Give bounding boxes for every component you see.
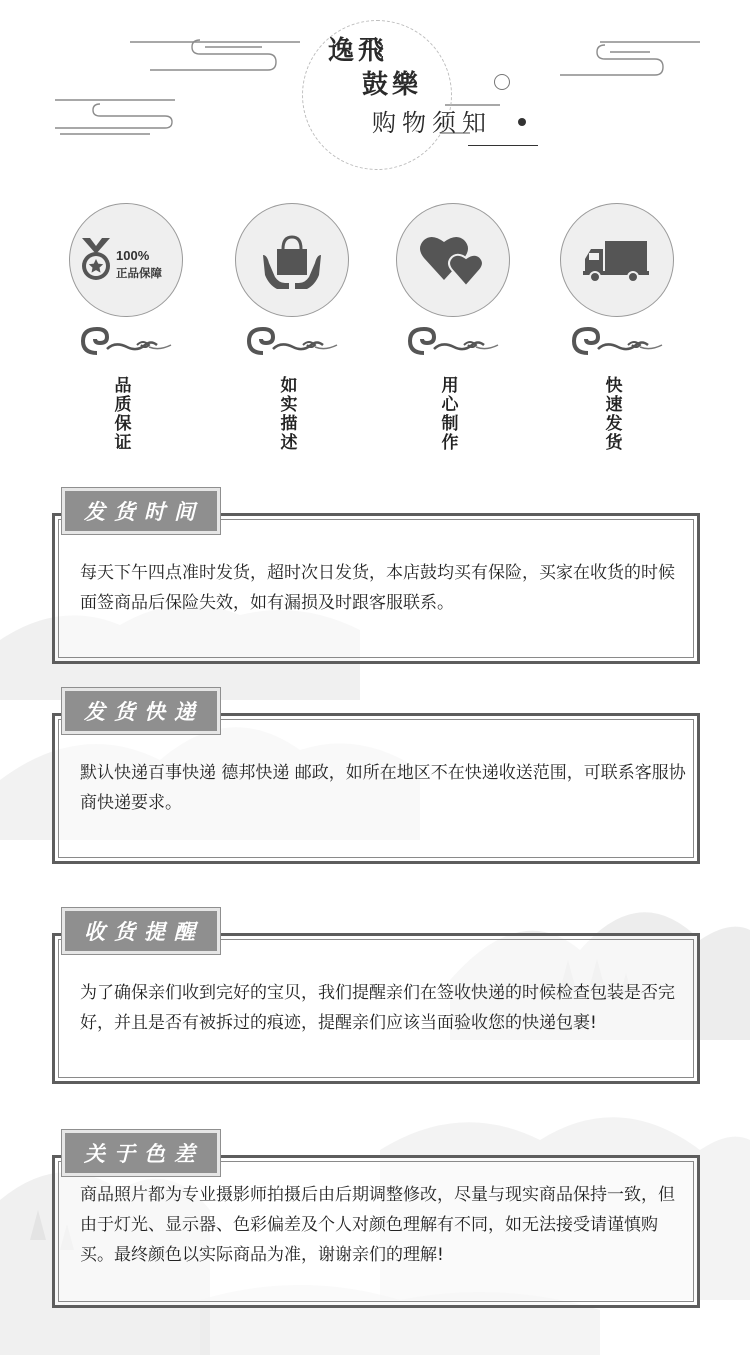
section-text: 为了确保亲们收到完好的宝贝，我们提醒亲们在签收快递的时候检查包装是否完好，并且是否有被拆过的痕迹，提醒亲们应该当面验收您的快递包裹! <box>80 983 675 1033</box>
feature-circle <box>560 203 674 317</box>
badge-number: 100% <box>116 248 150 263</box>
auspicious-cloud-icon <box>404 323 504 363</box>
page-title: 购物须知 <box>372 109 492 137</box>
hearts-icon <box>418 232 488 288</box>
auspicious-cloud-icon <box>77 323 177 363</box>
feature-fast-shipping <box>550 195 690 470</box>
shopping-bag-hands-icon <box>259 227 325 293</box>
dot-decoration <box>518 118 526 126</box>
section-title: 发货时间 <box>84 499 204 524</box>
section-shipping-time <box>52 488 700 664</box>
section-tab <box>62 908 220 954</box>
header <box>0 0 750 175</box>
section-tab <box>62 1130 220 1176</box>
brand-name-line1: 逸飛 <box>328 36 389 66</box>
feature-circle <box>396 203 510 317</box>
section-text: 商品照片都为专业摄影师拍摄后由后期调整修改，尽量与现实商品保持一致，但由于灯光、显示器、色彩偏差及个人对颜色理解有不同，如无法接受请谨慎购买。最终颜色以实际商品为准，谢谢亲们的理解! <box>80 1185 675 1265</box>
section-courier <box>52 688 700 864</box>
small-ring-decoration <box>494 74 510 90</box>
section-text: 默认快递百事快递 德邦快递 邮政，如所在地区不在快递收送范围，可联系客服协商快递要求。 <box>80 763 686 813</box>
feature-circle <box>235 203 349 317</box>
feature-handmade <box>386 195 526 470</box>
feature-label: 如实描述 <box>280 376 298 453</box>
section-title: 收货提醒 <box>84 919 204 944</box>
section-tab <box>62 488 220 534</box>
title-underline <box>468 145 538 146</box>
section-text: 每天下午四点准时发货，超时次日发货，本店鼓均买有保险，买家在收货的时候面签商品后保险失效，如有漏损及时跟客服联系。 <box>80 563 675 613</box>
section-tab <box>62 688 220 734</box>
feature-circle <box>69 203 183 317</box>
delivery-truck-icon <box>581 235 653 285</box>
feature-quality <box>59 195 199 470</box>
brand-name-line2: 鼓樂 <box>362 70 423 100</box>
section-title: 关于色差 <box>84 1141 204 1166</box>
feature-label: 用心制作 <box>441 376 459 453</box>
section-receipt-reminder <box>52 908 700 1084</box>
feature-icons-row <box>0 195 750 475</box>
feature-accurate <box>225 195 365 470</box>
certified-badge-icon <box>74 230 178 290</box>
badge-text: 正品保障 <box>116 266 162 280</box>
feature-label: 品质保证 <box>114 376 132 453</box>
auspicious-cloud-icon <box>568 323 668 363</box>
section-color-difference <box>52 1130 700 1308</box>
auspicious-cloud-icon <box>243 323 343 363</box>
feature-label: 快速发货 <box>605 376 623 453</box>
section-title: 发货快递 <box>84 699 204 724</box>
